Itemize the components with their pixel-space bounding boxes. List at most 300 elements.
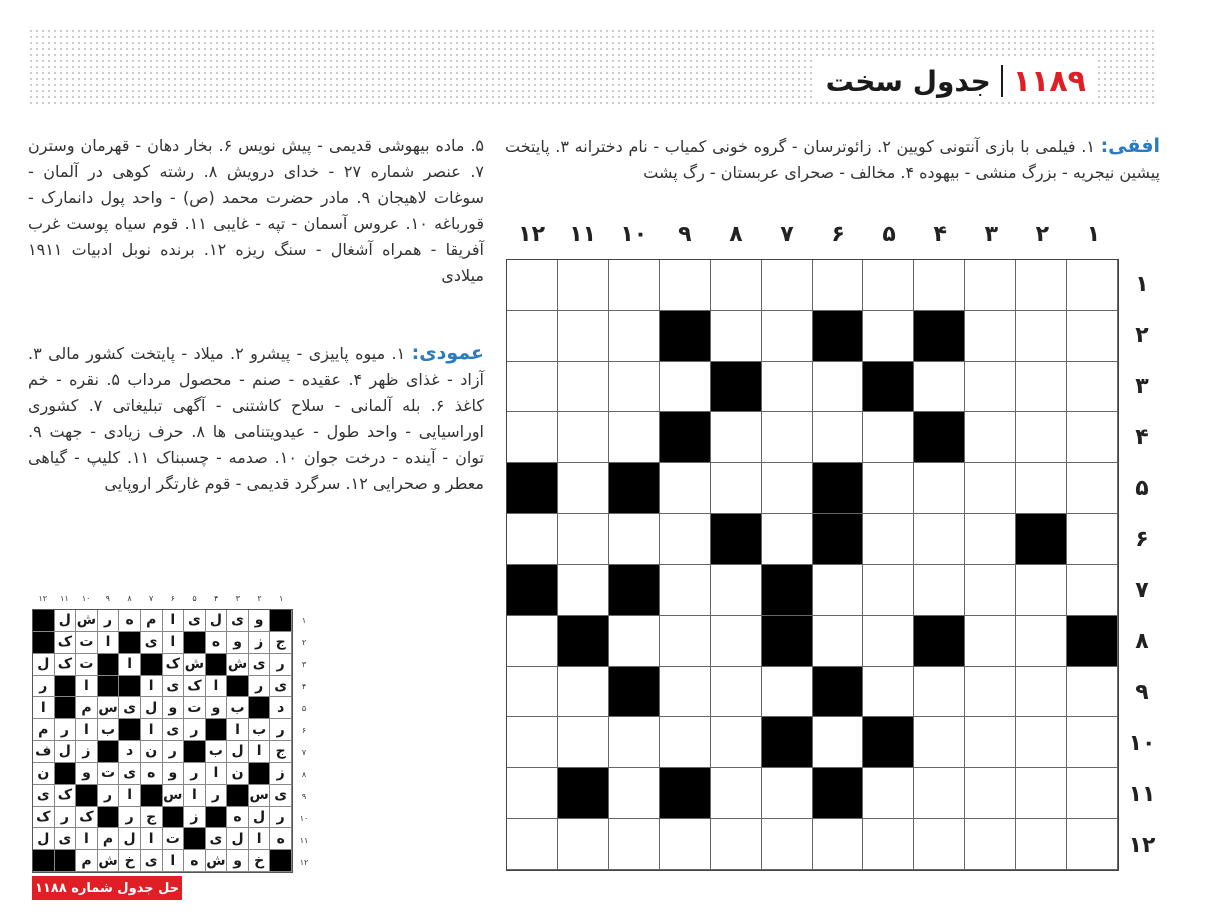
solution-letter-cell: ا bbox=[206, 763, 228, 785]
solution-letter-cell: ا bbox=[163, 632, 185, 654]
grid-cell[interactable] bbox=[558, 565, 609, 616]
grid-cell[interactable] bbox=[507, 260, 558, 311]
solution-black-cell bbox=[270, 610, 292, 632]
black-cell bbox=[609, 463, 660, 514]
black-cell bbox=[914, 311, 965, 362]
grid-cell[interactable] bbox=[1067, 819, 1118, 870]
grid-cell[interactable] bbox=[1067, 362, 1118, 413]
grid-cell[interactable] bbox=[1016, 463, 1067, 514]
solution-letter-cell: ا bbox=[119, 785, 141, 807]
solution-black-cell bbox=[98, 654, 120, 676]
grid-cell[interactable] bbox=[711, 768, 762, 819]
grid-cell[interactable] bbox=[558, 667, 609, 718]
solution-letter-cell: ی bbox=[270, 676, 292, 698]
grid-cell[interactable] bbox=[660, 565, 711, 616]
grid-cell[interactable] bbox=[762, 768, 813, 819]
black-cell bbox=[558, 616, 609, 667]
solution-letter-cell: م bbox=[33, 719, 55, 741]
grid-cell[interactable] bbox=[711, 260, 762, 311]
solution-black-cell bbox=[184, 632, 206, 654]
solution-row-number: ۸ bbox=[301, 769, 307, 779]
grid-cell[interactable] bbox=[863, 819, 914, 870]
solution-letter-cell: ه bbox=[119, 610, 141, 632]
solution-letter-cell: ل bbox=[119, 828, 141, 850]
solution-letter-cell: و bbox=[76, 763, 98, 785]
black-cell bbox=[609, 667, 660, 718]
grid-cell[interactable] bbox=[558, 819, 609, 870]
across-clues bbox=[505, 133, 1160, 186]
solution-black-cell bbox=[119, 632, 141, 654]
solution-column-number: ۵ bbox=[192, 594, 197, 603]
grid-cell[interactable] bbox=[863, 768, 914, 819]
grid-cell[interactable] bbox=[965, 412, 1016, 463]
solution-letter-cell: ک bbox=[55, 632, 77, 654]
solution-letter-cell: ل bbox=[55, 741, 77, 763]
grid-cell[interactable] bbox=[1067, 463, 1118, 514]
down-clues-text: ۱. میوه پاییزی - پیشرو ۲. میلاد - پایتخت کشور مالی ۳. آزاد - غذای ظهر ۴. عقیده - صنم - محصول مرداب ۵. نقره - خم کاغذ ۶. بله آلمانی - سلاح کاشتنی - آگهی تبلیغاتی ۷. کشوری اوراسیایی - واحد طول - عیدویتنامی ها ۸. حرف زیادی - جهت ۹. توان - آینده - درخت جوان ۱۰. صدمه - چسبناک ۱۱. کلیپ - گیاهی معطر و صحرایی ۱۲. سرگرد قدیمی - قوم غارتگر اروپایی bbox=[28, 344, 485, 493]
solution-letter-cell: ا bbox=[76, 676, 98, 698]
solution-letter-cell: ک bbox=[163, 654, 185, 676]
solution-column-number: ۱۱ bbox=[60, 594, 69, 603]
grid-cell[interactable] bbox=[863, 565, 914, 616]
solution-letter-cell: ی bbox=[249, 654, 271, 676]
solution-letter-cell: ا bbox=[206, 676, 228, 698]
solution-letter-cell: د bbox=[270, 697, 292, 719]
solution-row-number: ۱ bbox=[301, 615, 307, 625]
solution-black-cell bbox=[184, 741, 206, 763]
grid-cell[interactable] bbox=[1067, 412, 1118, 463]
solution-letter-cell: م bbox=[141, 610, 163, 632]
puzzle-number: ۱۱۸۹ bbox=[1012, 63, 1086, 99]
solution-black-cell bbox=[55, 850, 77, 872]
solution-letter-cell: ت bbox=[98, 763, 120, 785]
solution-letter-cell: ر bbox=[55, 807, 77, 829]
column-number: ۱۲ bbox=[518, 222, 546, 247]
solution-caption: حل جدول شماره ۱۱۸۸ bbox=[32, 876, 182, 900]
grid-cell[interactable] bbox=[1016, 717, 1067, 768]
solution-letter-cell: س bbox=[163, 785, 185, 807]
solution-letter-cell: ا bbox=[163, 850, 185, 872]
solution-letter-cell: د bbox=[119, 741, 141, 763]
black-cell bbox=[813, 667, 864, 718]
solution-letter-cell: ا bbox=[163, 610, 185, 632]
grid-cell[interactable] bbox=[1067, 514, 1118, 565]
row-number: ۶ bbox=[1135, 527, 1149, 552]
solution-letter-cell: ر bbox=[270, 719, 292, 741]
solution-letter-cell: ش bbox=[98, 850, 120, 872]
grid-cell[interactable] bbox=[965, 667, 1016, 718]
black-cell bbox=[813, 463, 864, 514]
grid-cell[interactable] bbox=[1016, 412, 1067, 463]
grid-cell[interactable] bbox=[660, 514, 711, 565]
grid-cell[interactable] bbox=[965, 819, 1016, 870]
solution-letter-cell: ر bbox=[270, 654, 292, 676]
solution-letter-cell: ی bbox=[163, 719, 185, 741]
grid-cell[interactable] bbox=[813, 717, 864, 768]
grid-cell[interactable] bbox=[813, 819, 864, 870]
column-number: ۹ bbox=[678, 222, 692, 247]
solution-letter-cell: ک bbox=[55, 654, 77, 676]
solution-letter-cell: ت bbox=[184, 697, 206, 719]
black-cell bbox=[558, 768, 609, 819]
black-cell bbox=[762, 717, 813, 768]
grid-cell[interactable] bbox=[558, 717, 609, 768]
solution-letter-cell: ل bbox=[33, 828, 55, 850]
grid-cell[interactable] bbox=[863, 412, 914, 463]
grid-cell[interactable] bbox=[711, 616, 762, 667]
grid-cell[interactable] bbox=[1016, 667, 1067, 718]
solution-letter-cell: ی bbox=[119, 697, 141, 719]
column-number: ۳ bbox=[984, 222, 999, 247]
grid-cell[interactable] bbox=[965, 768, 1016, 819]
grid-cell[interactable] bbox=[965, 717, 1016, 768]
black-cell bbox=[813, 768, 864, 819]
grid-cell[interactable] bbox=[558, 362, 609, 413]
grid-cell[interactable] bbox=[507, 819, 558, 870]
solution-letter-cell: ب bbox=[249, 719, 271, 741]
grid-cell[interactable] bbox=[609, 514, 660, 565]
grid-cell[interactable] bbox=[609, 412, 660, 463]
black-cell bbox=[914, 616, 965, 667]
solution-letter-cell: ت bbox=[76, 632, 98, 654]
grid-cell[interactable] bbox=[1016, 616, 1067, 667]
solution-letter-cell: و bbox=[206, 697, 228, 719]
solution-column-number: ۷ bbox=[148, 594, 154, 603]
solution-letter-cell: ر bbox=[163, 741, 185, 763]
solution-column-number: ۸ bbox=[127, 594, 132, 603]
solution-column-number: ۲ bbox=[257, 594, 262, 603]
grid-cell[interactable] bbox=[1016, 768, 1067, 819]
grid-cell[interactable] bbox=[914, 260, 965, 311]
grid-cell[interactable] bbox=[863, 616, 914, 667]
row-number: ۸ bbox=[1135, 629, 1149, 654]
solution-letter-cell: ی bbox=[163, 676, 185, 698]
solution-black-cell bbox=[270, 850, 292, 872]
grid-cell[interactable] bbox=[558, 260, 609, 311]
grid-cell[interactable] bbox=[558, 463, 609, 514]
across-clues-continued bbox=[28, 133, 484, 289]
solution-letter-cell: م bbox=[98, 828, 120, 850]
across-label: افقی: bbox=[1100, 135, 1161, 157]
solution-grid bbox=[32, 609, 293, 873]
grid-cell[interactable] bbox=[1067, 768, 1118, 819]
grid-cell[interactable] bbox=[660, 819, 711, 870]
grid-cell[interactable] bbox=[660, 463, 711, 514]
grid-cell[interactable] bbox=[507, 717, 558, 768]
grid-cell[interactable] bbox=[762, 311, 813, 362]
grid-cell[interactable] bbox=[609, 362, 660, 413]
grid-cell[interactable] bbox=[558, 412, 609, 463]
column-number: ۲ bbox=[1035, 222, 1050, 247]
grid-cell[interactable] bbox=[914, 362, 965, 413]
black-cell bbox=[609, 565, 660, 616]
grid-cell[interactable] bbox=[965, 463, 1016, 514]
solution-letter-cell: ی bbox=[206, 828, 228, 850]
solution-letter-cell: ک bbox=[55, 785, 77, 807]
solution-letter-cell: ا bbox=[76, 719, 98, 741]
column-number: ۸ bbox=[729, 222, 743, 247]
solution-letter-cell: ب bbox=[227, 697, 249, 719]
solution-letter-cell: ش bbox=[76, 610, 98, 632]
solution-row-number: ۶ bbox=[301, 725, 307, 735]
grid-cell[interactable] bbox=[558, 514, 609, 565]
grid-cell[interactable] bbox=[609, 768, 660, 819]
grid-cell[interactable] bbox=[609, 717, 660, 768]
solution-letter-cell: ه bbox=[141, 763, 163, 785]
solution-column-number: ۹ bbox=[105, 594, 110, 603]
solution-letter-cell: ا bbox=[141, 828, 163, 850]
solution-column-number: ۱۰ bbox=[81, 594, 91, 603]
solution-row-number: ۱۲ bbox=[299, 857, 309, 867]
grid-cell[interactable] bbox=[813, 616, 864, 667]
solution-letter-cell: ش bbox=[206, 850, 228, 872]
black-cell bbox=[813, 311, 864, 362]
column-numbers bbox=[506, 222, 1119, 252]
solution-letter-cell: ج bbox=[270, 632, 292, 654]
grid-cell[interactable] bbox=[1067, 667, 1118, 718]
solution-black-cell bbox=[227, 676, 249, 698]
grid-cell[interactable] bbox=[1067, 565, 1118, 616]
solution-letter-cell: ش bbox=[227, 654, 249, 676]
solution-letter-cell: ز bbox=[76, 741, 98, 763]
solution-letter-cell: ک bbox=[33, 807, 55, 829]
black-cell bbox=[660, 311, 711, 362]
grid-cell[interactable] bbox=[863, 463, 914, 514]
grid-cell[interactable] bbox=[507, 514, 558, 565]
solution-black-cell bbox=[55, 697, 77, 719]
grid-cell[interactable] bbox=[813, 412, 864, 463]
grid-cell[interactable] bbox=[1016, 565, 1067, 616]
solution-letter-cell: ر bbox=[206, 785, 228, 807]
black-cell bbox=[507, 565, 558, 616]
grid-cell[interactable] bbox=[813, 565, 864, 616]
solution-black-cell bbox=[206, 807, 228, 829]
grid-cell[interactable] bbox=[711, 565, 762, 616]
solution-letter-cell: ا bbox=[227, 719, 249, 741]
grid-cell[interactable] bbox=[507, 616, 558, 667]
grid-cell[interactable] bbox=[711, 412, 762, 463]
black-cell bbox=[1016, 514, 1067, 565]
column-number: ۱ bbox=[1086, 222, 1101, 247]
solution-black-cell bbox=[33, 850, 55, 872]
grid-cell[interactable] bbox=[507, 412, 558, 463]
grid-cell[interactable] bbox=[660, 616, 711, 667]
grid-cell[interactable] bbox=[1016, 260, 1067, 311]
black-cell bbox=[660, 768, 711, 819]
grid-cell[interactable] bbox=[863, 311, 914, 362]
solution-black-cell bbox=[141, 654, 163, 676]
solution-letter-cell: ا bbox=[249, 741, 271, 763]
grid-cell[interactable] bbox=[965, 565, 1016, 616]
solution-letter-cell: و bbox=[227, 850, 249, 872]
across-clues-continued-text: ۵. ماده بیهوشی قدیمی - پیش نویس ۶. بخار دهان - قهرمان وسترن ۷. عنصر شماره ۲۷ - خدای درویش ۸. رشته کوهی در آلمان - سوغات لاهیجان ۹. مادر حضرت محمد (ص) - واحد پول دانمارک - قورباغه ۱۰. عروس آسمان - تپه - غایبی ۱۱. قوم سیاه پوست غرب آفریقا - همراه آشغال - سنگ ریزه ۱۲. برنده نوبل ادبیات ۱۹۱۱ میلادی bbox=[28, 136, 485, 285]
grid-cell[interactable] bbox=[813, 260, 864, 311]
grid-cell[interactable] bbox=[660, 260, 711, 311]
grid-cell[interactable] bbox=[1016, 819, 1067, 870]
grid-cell[interactable] bbox=[965, 362, 1016, 413]
solution-letter-cell: ل bbox=[249, 807, 271, 829]
solution-letter-cell: ی bbox=[33, 785, 55, 807]
grid-cell[interactable] bbox=[762, 412, 813, 463]
grid-cell[interactable] bbox=[711, 819, 762, 870]
grid-cell[interactable] bbox=[711, 717, 762, 768]
grid-cell[interactable] bbox=[965, 260, 1016, 311]
grid-cell[interactable] bbox=[507, 667, 558, 718]
solution-letter-cell: ی bbox=[119, 763, 141, 785]
black-cell bbox=[1067, 616, 1118, 667]
solution-letter-cell: ن bbox=[227, 763, 249, 785]
crossword-grid[interactable] bbox=[506, 259, 1119, 871]
grid-cell[interactable] bbox=[609, 616, 660, 667]
grid-cell[interactable] bbox=[914, 463, 965, 514]
solution-black-cell bbox=[55, 763, 77, 785]
grid-cell[interactable] bbox=[914, 768, 965, 819]
grid-cell[interactable] bbox=[762, 667, 813, 718]
grid-cell[interactable] bbox=[1067, 717, 1118, 768]
solution-letter-cell: ج bbox=[141, 807, 163, 829]
grid-cell[interactable] bbox=[711, 311, 762, 362]
grid-cell[interactable] bbox=[609, 819, 660, 870]
grid-cell[interactable] bbox=[507, 311, 558, 362]
black-cell bbox=[813, 514, 864, 565]
solution-letter-cell: ا bbox=[184, 785, 206, 807]
grid-cell[interactable] bbox=[914, 514, 965, 565]
header-dotted-band bbox=[28, 28, 1158, 106]
solution-letter-cell: ن bbox=[141, 741, 163, 763]
grid-cell[interactable] bbox=[762, 362, 813, 413]
solution-letter-cell: ن bbox=[33, 763, 55, 785]
solution-letter-cell: ه bbox=[206, 632, 228, 654]
black-cell bbox=[762, 616, 813, 667]
solution-black-cell bbox=[98, 676, 120, 698]
grid-cell[interactable] bbox=[660, 362, 711, 413]
grid-cell[interactable] bbox=[762, 260, 813, 311]
grid-cell[interactable] bbox=[863, 514, 914, 565]
black-cell bbox=[863, 717, 914, 768]
grid-cell[interactable] bbox=[762, 463, 813, 514]
solution-column-number: ۳ bbox=[235, 594, 240, 603]
grid-cell[interactable] bbox=[914, 565, 965, 616]
solution-letter-cell: س bbox=[98, 697, 120, 719]
solution-letter-cell: ا bbox=[33, 697, 55, 719]
down-clues bbox=[28, 340, 484, 497]
solution-letter-cell: خ bbox=[119, 850, 141, 872]
grid-cell[interactable] bbox=[558, 311, 609, 362]
grid-cell[interactable] bbox=[965, 514, 1016, 565]
black-cell bbox=[507, 463, 558, 514]
row-number: ۱۲ bbox=[1128, 833, 1156, 858]
puzzle-title: جدول سخت bbox=[825, 64, 991, 98]
grid-cell[interactable] bbox=[711, 463, 762, 514]
grid-cell[interactable] bbox=[965, 311, 1016, 362]
grid-cell[interactable] bbox=[813, 362, 864, 413]
solution-row-number: ۵ bbox=[301, 703, 307, 713]
grid-cell[interactable] bbox=[762, 514, 813, 565]
solution-letter-cell: ر bbox=[249, 676, 271, 698]
solution-row-number: ۲ bbox=[301, 637, 307, 647]
solution-letter-cell: ی bbox=[270, 785, 292, 807]
grid-cell[interactable] bbox=[863, 260, 914, 311]
grid-cell[interactable] bbox=[1067, 311, 1118, 362]
solution-row-number: ۹ bbox=[301, 791, 307, 801]
grid-cell[interactable] bbox=[507, 362, 558, 413]
solution-black-cell bbox=[249, 763, 271, 785]
solution-letter-cell: ک bbox=[184, 676, 206, 698]
puzzle-title-block bbox=[816, 60, 1096, 102]
solution-black-cell bbox=[163, 807, 185, 829]
solution-letter-cell: ل bbox=[227, 828, 249, 850]
grid-cell[interactable] bbox=[1016, 362, 1067, 413]
title-separator bbox=[1001, 65, 1003, 97]
row-number: ۷ bbox=[1135, 578, 1149, 603]
solution-column-number: ۱ bbox=[279, 594, 284, 603]
solution-row-number: ۷ bbox=[301, 747, 307, 757]
solution-row-number: ۱۱ bbox=[299, 835, 309, 845]
solution-column-number: ۴ bbox=[214, 594, 219, 603]
solution-black-cell bbox=[141, 785, 163, 807]
solution-letter-cell: ت bbox=[76, 654, 98, 676]
row-number: ۴ bbox=[1135, 425, 1149, 450]
row-number: ۳ bbox=[1135, 374, 1149, 399]
solution-column-numbers bbox=[32, 594, 292, 606]
solution-letter-cell: ک bbox=[76, 807, 98, 829]
grid-cell[interactable] bbox=[762, 819, 813, 870]
grid-cell[interactable] bbox=[1016, 311, 1067, 362]
grid-cell[interactable] bbox=[660, 667, 711, 718]
column-number: ۱۰ bbox=[620, 222, 648, 247]
grid-cell[interactable] bbox=[660, 717, 711, 768]
solution-letter-cell: ی bbox=[55, 828, 77, 850]
solution-letter-cell: ا bbox=[98, 632, 120, 654]
grid-cell[interactable] bbox=[507, 768, 558, 819]
grid-cell[interactable] bbox=[914, 667, 965, 718]
solution-letter-cell: ر bbox=[184, 719, 206, 741]
solution-letter-cell: ز bbox=[270, 763, 292, 785]
solution-black-cell bbox=[98, 741, 120, 763]
solution-letter-cell: و bbox=[227, 632, 249, 654]
grid-cell[interactable] bbox=[609, 260, 660, 311]
solution-letter-cell: خ bbox=[249, 850, 271, 872]
solution-letter-cell: ه bbox=[227, 807, 249, 829]
grid-cell[interactable] bbox=[914, 819, 965, 870]
black-cell bbox=[863, 362, 914, 413]
solution-letter-cell: ب bbox=[206, 741, 228, 763]
across-clues-text: ۱. فیلمی با بازی آنتونی کویین ۲. زائوترسان - گروه خونی کمیاب - نام دخترانه ۳. پایتخت پیشین نیجریه - بزرگ منشی - بیهوده ۴. مخالف - صحرای عربستان - رگ پشت bbox=[505, 137, 1160, 182]
solution-letter-cell: و bbox=[163, 763, 185, 785]
solution-letter-cell: ر bbox=[119, 807, 141, 829]
solution-black-cell bbox=[33, 632, 55, 654]
grid-cell[interactable] bbox=[609, 311, 660, 362]
solution-letter-cell: ا bbox=[76, 828, 98, 850]
grid-cell[interactable] bbox=[914, 717, 965, 768]
column-number: ۵ bbox=[882, 222, 896, 247]
black-cell bbox=[660, 412, 711, 463]
solution-black-cell bbox=[119, 676, 141, 698]
grid-cell[interactable] bbox=[711, 667, 762, 718]
grid-cell[interactable] bbox=[965, 616, 1016, 667]
grid-cell[interactable] bbox=[1067, 260, 1118, 311]
solution-letter-cell: ت bbox=[163, 828, 185, 850]
solution-letter-cell: ش bbox=[184, 654, 206, 676]
row-number: ۱ bbox=[1135, 272, 1149, 297]
solution-letter-cell: ر bbox=[98, 785, 120, 807]
solution-letter-cell: ی bbox=[184, 610, 206, 632]
grid-cell[interactable] bbox=[863, 667, 914, 718]
solution-letter-cell: و bbox=[249, 610, 271, 632]
solution-letter-cell: س bbox=[249, 785, 271, 807]
solution-letter-cell: ر bbox=[98, 610, 120, 632]
solution-letter-cell: ر bbox=[184, 763, 206, 785]
